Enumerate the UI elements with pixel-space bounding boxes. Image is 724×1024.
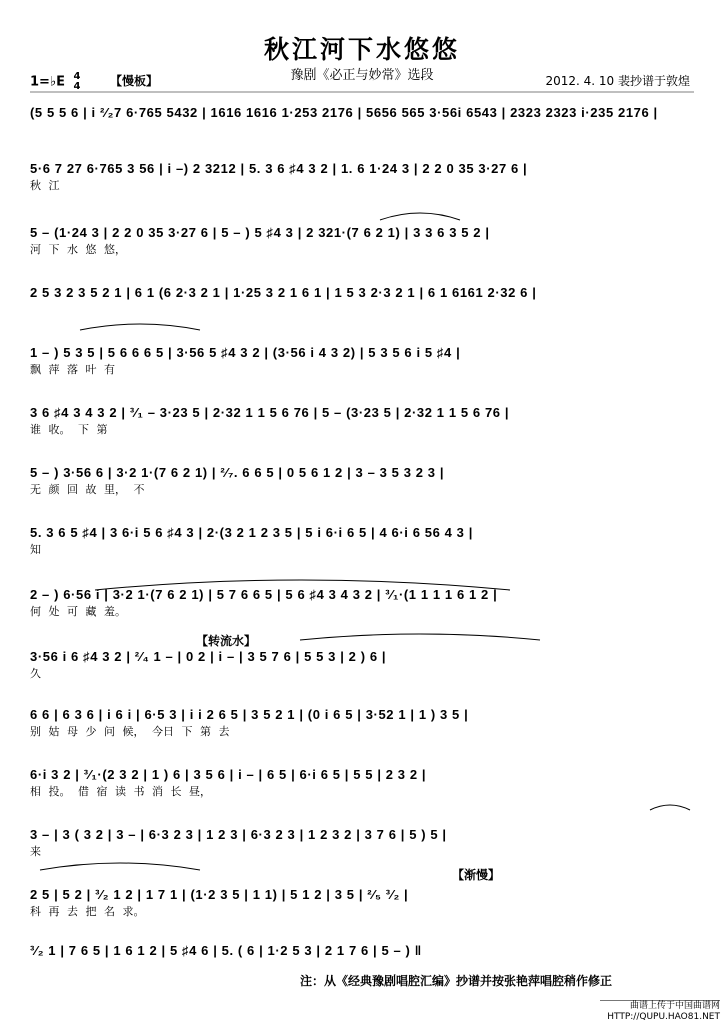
meter-bottom: 4	[73, 81, 81, 92]
score-row	[30, 826, 695, 860]
tempo-mark: 【慢板】	[110, 74, 159, 88]
score-row	[30, 284, 695, 318]
notation-line: 1 – ) 5 3 5 | 5 6 6 6 5 | 3·56 5 ♯4 3 2 | (3·56 i 4 3 2) | 5 3 5 6 i 5 ♯4 |	[30, 345, 461, 360]
notation-line: 6·i 3 2 | ³⁄₁·(2 3 2 | 1 ) 6 | 3 5 6 | i – | 6 5 | 6·i 6 5 | 5 5 | 2 3 2 |	[30, 767, 427, 782]
lyric-line: 久	[30, 667, 41, 680]
notation-line: 2 – ) 6·56 i | 3·2 1·(7 6 2 1) | 5 7 6 6 5 | 5 6 ♯4 3 4 3 2 | ³⁄₁·(1 1 1 1 6 1 2 |	[30, 587, 498, 602]
section-mark-slowing: 【渐慢】	[452, 868, 501, 882]
lyric-line: 飘 萍 落 叶 有	[30, 363, 115, 376]
lyric-line: 知	[30, 543, 41, 556]
score-row	[30, 404, 695, 438]
lyric-line: 谁 收。 下 第	[30, 423, 108, 436]
footer-site-url[interactable]: HTTP://QUPU.HAO81.NET	[607, 1012, 720, 1022]
score-row	[30, 886, 695, 920]
notation-line: 6 6 | 6 3 6 | i 6 i | 6·5 3 | i i 2 6 5 | 3 5 2 1 | (0 i 6 5 | 3·52 1 | 1 ) 3 5 |	[30, 707, 469, 722]
slur-mark	[80, 324, 200, 330]
slur-mark	[650, 805, 690, 810]
site-footer	[600, 1000, 720, 1023]
slur-mark	[40, 863, 200, 870]
notation-line: 2 5 3 2 3 5 2 1 | 6 1 (6 2·3 2 1 | 1·25 3 2 1 6 1 | 1 5 3 2·3 2 1 | 6 1 6161 2·32 6 |	[30, 285, 537, 300]
lyric-line: 来	[30, 845, 41, 858]
slur-mark	[300, 634, 540, 640]
score-row	[30, 648, 695, 682]
score-row	[30, 942, 695, 976]
notation-line: ³⁄₂ 1 | 7 6 5 | 1 6 1 2 | 5 ♯4 6 | 5. ( 6 | 1·2 5 3 | 2 1 7 6 | 5 – ) ‖	[30, 943, 422, 958]
notation-line: 5 – ) 3·56 6 | 3·2 1·(7 6 2 1) | ²⁄₇. 6 6 5 | 0 5 6 1 2 | 3 – 3 5 3 2 3 |	[30, 465, 445, 480]
transcriber-line: 2012. 4. 10 裴抄谱于敦煌	[545, 74, 690, 88]
notation-line: 5·6 7 27 6·765 3 56 | i –) 2 3212 | 5. 3 6 ♯4 3 2 | 1. 6 1·24 3 | 2 2 0 35 3·27 6 |	[30, 161, 528, 176]
lyric-line: 秋 江	[30, 179, 60, 192]
lyric-line: 别 姑 母 少 问 候， 今日 下 第 去	[30, 725, 230, 738]
notation-line: 2 5 | 5 2 | ³⁄₂ 1 2 | 1 7 1 | (1·2 3 5 | 1 1) | 5 1 2 | 3 5 | ²⁄₅ ³⁄₂ |	[30, 887, 409, 902]
notation-line: 5. 3 6 5 ♯4 | 3 6·i 5 6 ♯4 3 | 2·(3 2 1 2 3 5 | 5 i 6·i 6 5 | 4 6·i 6 56 4 3 |	[30, 525, 473, 540]
key-signature	[30, 72, 84, 92]
slur-mark	[380, 213, 460, 220]
score-row	[30, 706, 695, 740]
notation-line: 3·56 i 6 ♯4 3 2 | ²⁄₄ 1 – | 0 2 | i – | 3 5 7 6 | 5 5 3 | 2 ) 6 |	[30, 649, 387, 664]
score-row	[30, 224, 695, 258]
score-row	[30, 104, 695, 138]
notation-line: 3 6 ♯4 3 4 3 2 | ³⁄₁ – 3·23 5 | 2·32 1 1 5 6 76 | 5 – (3·23 5 | 2·32 1 1 5 6 76 |	[30, 405, 510, 420]
score-row	[30, 586, 695, 620]
key-tonic: 1=♭E	[30, 74, 65, 90]
lyric-line	[30, 122, 695, 138]
page-title: 秋江河下水悠悠	[263, 35, 460, 64]
score-row	[30, 464, 695, 498]
meter-top: 4	[73, 71, 81, 82]
notation-line: 3 – | 3 ( 3 2 | 3 – | 6·3 2 3 | 1 2 3 | 6·3 2 3 | 1 2 3 2 | 3 7 6 | 5 ) 5 |	[30, 827, 447, 842]
lyric-line: 科 再 去 把 名 求。	[30, 905, 145, 918]
notation-line: 5 – (1·24 3 | 2 2 0 35 3·27 6 | 5 – ) 5 ♯4 3 | 2 321·(7 6 2 1) | 3 3 6 3 5 2 |	[30, 225, 490, 240]
notation-line: (5 5 5 6 | i ²⁄₂7 6·765 5432 | 1616 1616 1·253 2176 | 5656 565 3·56i 6543 | 2323 2323 i·235 2176 |	[30, 105, 658, 120]
section-mark-flowing: 【转流水】	[196, 634, 257, 648]
score-row	[30, 524, 695, 558]
lyric-line: 河 下 水 悠 悠，	[30, 243, 126, 256]
lyric-line: 相 投。 借 宿 读 书 消 长 昼，	[30, 785, 211, 798]
score-row	[30, 344, 695, 378]
lyric-line: 无 颜 回 故 里， 不	[30, 483, 145, 496]
score-row	[30, 766, 695, 800]
score-row	[30, 160, 695, 194]
lyric-line	[30, 302, 695, 318]
time-signature	[73, 72, 80, 92]
source-note: 注：从《经典豫剧唱腔汇编》抄谱并按张艳萍唱腔稍作修正	[300, 974, 613, 988]
page-subtitle: 豫剧《必正与妙常》选段	[290, 68, 434, 83]
footer-site-name: 曲谱上传于中国曲谱网	[629, 1001, 720, 1011]
lyric-line: 何 处 可 藏 羞。	[30, 605, 126, 618]
